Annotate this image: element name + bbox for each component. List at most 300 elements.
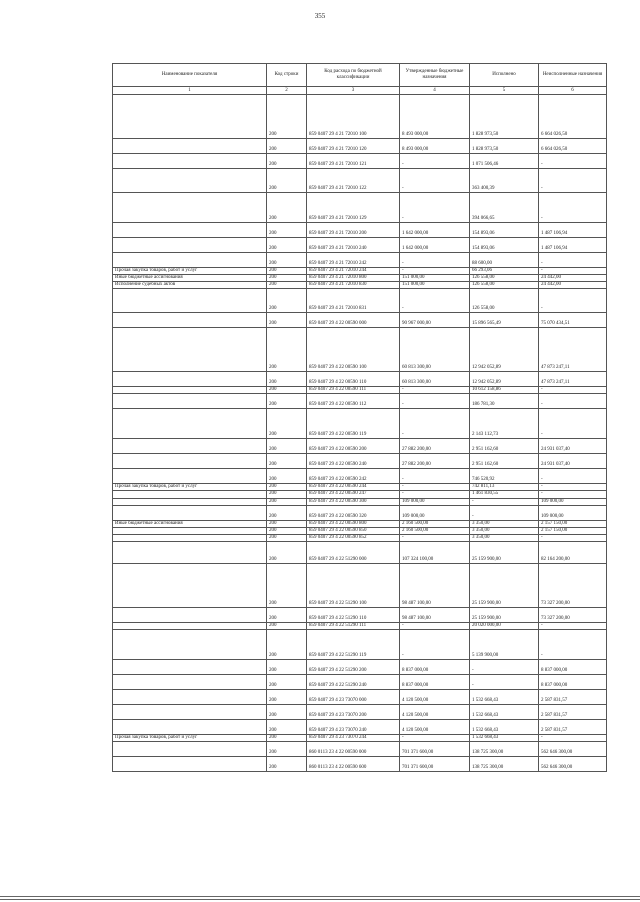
row-executed: 1 532 668,43 (470, 720, 539, 735)
row-executed: 25 159 900,00 (470, 541, 539, 563)
row-approved: 2 160 500,00 (400, 520, 470, 527)
row-executed: 88 600,00 (470, 253, 539, 268)
row-approved: 8 837 000,00 (400, 660, 470, 675)
row-kbk: 859 0407 29 4 21 72010 122 (307, 169, 400, 193)
row-approved: 8 837 000,00 (400, 675, 470, 690)
row-code: 200 (267, 409, 307, 439)
row-name (113, 328, 267, 372)
row-kbk: 859 0407 29 4 22 00590 000 (307, 313, 400, 328)
row-approved: 98 487 100,00 (400, 607, 470, 622)
row-executed: 1 828 973,50 (470, 139, 539, 154)
row-remaining: - (539, 193, 607, 223)
row-remaining: - (539, 253, 607, 268)
row-name: Прочая закупка товаров, работ и услуг (113, 484, 267, 491)
table-row (113, 705, 607, 720)
row-code: 200 (267, 372, 307, 387)
row-code: 200 (267, 454, 307, 469)
row-executed: 363 400,39 (470, 169, 539, 193)
row-code: 200 (267, 394, 307, 409)
row-kbk: 859 0407 29 4 22 00590 111 (307, 387, 400, 394)
row-name: Иные бюджетные ассигнования (113, 520, 267, 527)
row-remaining: 2 587 831,57 (539, 690, 607, 705)
table-row (113, 527, 607, 534)
row-code: 200 (267, 313, 307, 328)
row-code: 200 (267, 705, 307, 720)
row-name (113, 253, 267, 268)
row-kbk: 859 0407 29 4 22 00590 300 (307, 498, 400, 505)
row-approved: 109 000,00 (400, 505, 470, 520)
table-row (113, 675, 607, 690)
table-row (113, 394, 607, 409)
row-approved: 109 000,00 (400, 498, 470, 505)
row-name (113, 541, 267, 563)
row-code: 200 (267, 154, 307, 169)
row-kbk: 859 0407 29 4 22 00590 242 (307, 469, 400, 484)
row-approved: - (400, 534, 470, 541)
row-executed: 25 159 900,00 (470, 607, 539, 622)
table-row (113, 563, 607, 607)
row-approved: - (400, 469, 470, 484)
row-name (113, 95, 267, 139)
row-kbk: 859 0407 29 4 21 72010 100 (307, 95, 400, 139)
row-remaining: - (539, 268, 607, 275)
column-index: 2 (267, 87, 307, 95)
row-remaining: 109 000,00 (539, 498, 607, 505)
column-index: 5 (470, 87, 539, 95)
row-kbk: 859 0407 29 4 22 51290 000 (307, 541, 400, 563)
row-approved: 90 967 000,00 (400, 313, 470, 328)
row-kbk: 860 0113 23 4 22 00590 600 (307, 757, 400, 772)
row-approved: - (400, 193, 470, 223)
row-executed: 394 066,65 (470, 193, 539, 223)
row-name (113, 498, 267, 505)
row-executed: 25 159 900,00 (470, 563, 539, 607)
row-executed: 746 520,92 (470, 469, 539, 484)
table-row (113, 735, 607, 742)
column-index: 3 (307, 87, 400, 95)
row-name (113, 622, 267, 629)
row-kbk: 859 0407 29 4 22 51290 111 (307, 622, 400, 629)
row-approved: - (400, 484, 470, 491)
row-name (113, 491, 267, 498)
row-code: 200 (267, 282, 307, 289)
row-kbk: 859 0407 29 4 22 00590 247 (307, 491, 400, 498)
row-approved: 8 493 000,00 (400, 95, 470, 139)
row-executed: - (470, 675, 539, 690)
row-executed: 3 350,00 (470, 520, 539, 527)
row-executed: 154 893,06 (470, 223, 539, 238)
row-name (113, 742, 267, 757)
row-approved: - (400, 169, 470, 193)
row-remaining: 73 327 200,00 (539, 607, 607, 622)
row-approved: - (400, 630, 470, 660)
row-approved: 98 487 100,00 (400, 563, 470, 607)
row-code: 200 (267, 742, 307, 757)
row-executed: 1 532 668,43 (470, 690, 539, 705)
table-row (113, 469, 607, 484)
row-name (113, 439, 267, 454)
row-remaining: 109 000,00 (539, 505, 607, 520)
row-remaining: 8 837 000,00 (539, 660, 607, 675)
row-remaining: 1 487 106,94 (539, 223, 607, 238)
table-row (113, 498, 607, 505)
row-approved: - (400, 154, 470, 169)
table-row (113, 690, 607, 705)
row-name: Исполнение судебных актов (113, 282, 267, 289)
row-remaining: 47 873 247,11 (539, 328, 607, 372)
row-approved: 4 120 500,00 (400, 690, 470, 705)
row-kbk: 859 0407 29 4 21 72010 242 (307, 253, 400, 268)
table-row (113, 409, 607, 439)
row-kbk: 859 0407 29 4 22 51290 240 (307, 675, 400, 690)
header-executed: Исполнено (470, 64, 539, 87)
row-remaining: 2 157 150,00 (539, 527, 607, 534)
row-approved: 2 160 500,00 (400, 527, 470, 534)
row-approved: - (400, 289, 470, 313)
table-row (113, 622, 607, 629)
row-executed: 126 558,00 (470, 289, 539, 313)
row-executed: 2 951 162,60 (470, 439, 539, 454)
row-remaining: 2 587 831,57 (539, 720, 607, 735)
table-row (113, 607, 607, 622)
row-kbk: 859 0407 29 4 22 00590 200 (307, 439, 400, 454)
row-name (113, 534, 267, 541)
row-executed: 1 828 973,50 (470, 95, 539, 139)
row-code: 200 (267, 675, 307, 690)
row-kbk: 859 0407 29 4 22 00590 800 (307, 520, 400, 527)
table-row (113, 282, 607, 289)
row-name (113, 563, 267, 607)
row-executed: - (470, 505, 539, 520)
row-kbk: 859 0407 29 4 21 72010 129 (307, 193, 400, 223)
row-remaining: - (539, 630, 607, 660)
row-approved: 1 642 000,00 (400, 223, 470, 238)
table-row (113, 484, 607, 491)
row-executed: 126 558,00 (470, 275, 539, 282)
row-remaining: 562 646 300,00 (539, 742, 607, 757)
row-code: 200 (267, 469, 307, 484)
row-name: Прочая закупка товаров, работ и услуг (113, 735, 267, 742)
row-name (113, 409, 267, 439)
table-row (113, 289, 607, 313)
row-name (113, 505, 267, 520)
row-remaining: 2 587 831,57 (539, 705, 607, 720)
row-executed: 12 942 052,89 (470, 328, 539, 372)
row-approved: 151 000,00 (400, 275, 470, 282)
row-kbk: 859 0407 29 4 22 51290 119 (307, 630, 400, 660)
row-approved: 4 120 500,00 (400, 705, 470, 720)
row-kbk: 859 0407 29 4 23 73070 240 (307, 720, 400, 735)
row-remaining: 75 070 434,51 (539, 313, 607, 328)
row-code: 200 (267, 139, 307, 154)
row-executed: 10 612 158,86 (470, 387, 539, 394)
row-approved: 151 000,00 (400, 282, 470, 289)
row-approved: 60 813 300,00 (400, 372, 470, 387)
row-code: 200 (267, 223, 307, 238)
row-kbk: 859 0407 29 4 21 72010 240 (307, 238, 400, 253)
table-row (113, 742, 607, 757)
row-name (113, 630, 267, 660)
row-kbk: 859 0407 29 4 22 51290 100 (307, 563, 400, 607)
row-executed: 2 143 112,73 (470, 409, 539, 439)
row-name (113, 238, 267, 253)
header-remaining: Неисполненные назначения (539, 64, 607, 87)
table-row (113, 313, 607, 328)
row-approved: - (400, 409, 470, 439)
page-number: 355 (314, 12, 326, 20)
row-executed: 3 350,00 (470, 534, 539, 541)
row-kbk: 859 0407 29 4 21 72010 244 (307, 268, 400, 275)
row-name (113, 387, 267, 394)
row-remaining: 6 664 026,50 (539, 139, 607, 154)
row-code: 200 (267, 563, 307, 607)
row-code: 200 (267, 193, 307, 223)
row-name (113, 193, 267, 223)
row-name (113, 469, 267, 484)
row-code: 200 (267, 491, 307, 498)
table-row (113, 757, 607, 772)
row-code: 200 (267, 607, 307, 622)
row-executed: 5 139 900,00 (470, 630, 539, 660)
row-remaining: - (539, 289, 607, 313)
row-code: 200 (267, 498, 307, 505)
row-remaining: - (539, 622, 607, 629)
table-row (113, 439, 607, 454)
column-index-row (113, 87, 607, 95)
table-row (113, 253, 607, 268)
table-row (113, 139, 607, 154)
row-kbk: 859 0407 29 4 22 00590 100 (307, 328, 400, 372)
row-approved: - (400, 253, 470, 268)
row-kbk: 859 0407 29 4 22 00590 852 (307, 534, 400, 541)
table-row (113, 720, 607, 735)
row-name: Иные бюджетные ассигнования (113, 275, 267, 282)
row-code: 200 (267, 95, 307, 139)
row-name (113, 289, 267, 313)
row-code: 200 (267, 660, 307, 675)
row-name (113, 169, 267, 193)
row-name (113, 394, 267, 409)
row-code: 200 (267, 328, 307, 372)
row-executed: 138 725 300,00 (470, 757, 539, 772)
row-approved: 1 642 000,00 (400, 238, 470, 253)
row-code: 200 (267, 527, 307, 534)
row-code: 200 (267, 484, 307, 491)
table-row (113, 660, 607, 675)
row-kbk: 859 0407 29 4 22 00590 119 (307, 409, 400, 439)
row-kbk: 859 0407 29 4 21 72010 800 (307, 275, 400, 282)
row-code: 200 (267, 541, 307, 563)
row-remaining: - (539, 154, 607, 169)
row-code: 200 (267, 735, 307, 742)
column-index: 4 (400, 87, 470, 95)
row-remaining: - (539, 409, 607, 439)
row-remaining: - (539, 169, 607, 193)
row-kbk: 859 0407 29 4 22 00590 244 (307, 484, 400, 491)
table-row (113, 268, 607, 275)
row-executed: - (470, 498, 539, 505)
row-name (113, 223, 267, 238)
header-code: Код строки (267, 64, 307, 87)
row-kbk: 859 0407 29 4 21 72010 120 (307, 139, 400, 154)
row-remaining: - (539, 394, 607, 409)
table-row (113, 541, 607, 563)
row-name (113, 527, 267, 534)
row-kbk: 859 0407 29 4 22 51290 200 (307, 660, 400, 675)
row-name (113, 139, 267, 154)
row-code: 200 (267, 238, 307, 253)
table-row (113, 491, 607, 498)
row-executed: - (470, 660, 539, 675)
row-name (113, 757, 267, 772)
row-kbk: 859 0407 29 4 22 00590 240 (307, 454, 400, 469)
row-remaining: 24 931 037,40 (539, 439, 607, 454)
row-approved: - (400, 622, 470, 629)
row-code: 200 (267, 622, 307, 629)
row-remaining: 6 664 026,50 (539, 95, 607, 139)
row-kbk: 859 0407 29 4 23 73070 244 (307, 735, 400, 742)
row-code: 200 (267, 268, 307, 275)
row-executed: 1 071 506,46 (470, 154, 539, 169)
row-kbk: 859 0407 29 4 21 72010 831 (307, 289, 400, 313)
table-row (113, 95, 607, 139)
row-remaining: 2 157 150,00 (539, 520, 607, 527)
row-approved: 4 120 500,00 (400, 720, 470, 735)
row-executed: 66 293,06 (470, 268, 539, 275)
row-remaining: - (539, 387, 607, 394)
row-remaining: 1 487 106,94 (539, 238, 607, 253)
row-kbk: 859 0407 29 4 21 72010 200 (307, 223, 400, 238)
bottom-divider (0, 896, 640, 897)
row-executed: 20 020 000,00 (470, 622, 539, 629)
row-kbk: 859 0407 29 4 22 00590 850 (307, 527, 400, 534)
row-remaining: 47 873 247,11 (539, 372, 607, 387)
row-name (113, 675, 267, 690)
budget-execution-table (112, 63, 607, 772)
row-kbk: 859 0407 29 4 21 72010 830 (307, 282, 400, 289)
row-remaining: - (539, 534, 607, 541)
row-remaining: 24 442,00 (539, 275, 607, 282)
row-approved: 701 371 600,00 (400, 757, 470, 772)
row-code: 200 (267, 253, 307, 268)
row-kbk: 859 0407 29 4 23 73070 000 (307, 690, 400, 705)
row-kbk: 859 0407 29 4 22 00590 110 (307, 372, 400, 387)
row-remaining: 562 646 300,00 (539, 757, 607, 772)
row-remaining: 73 327 200,00 (539, 563, 607, 607)
row-kbk: 860 0113 23 4 22 00590 000 (307, 742, 400, 757)
row-remaining: - (539, 735, 607, 742)
table-row (113, 534, 607, 541)
row-code: 200 (267, 690, 307, 705)
header-kbk: Код расхода по бюджетной классификации (307, 64, 400, 87)
table-row (113, 505, 607, 520)
table-row (113, 372, 607, 387)
row-kbk: 859 0407 29 4 21 72010 121 (307, 154, 400, 169)
table-row (113, 169, 607, 193)
table-row (113, 154, 607, 169)
header-approved: Утвержденные бюджетные назначения (400, 64, 470, 87)
row-code: 200 (267, 289, 307, 313)
row-executed: 12 942 052,89 (470, 372, 539, 387)
row-name (113, 372, 267, 387)
row-remaining: 24 931 037,40 (539, 454, 607, 469)
table-row (113, 223, 607, 238)
column-index: 6 (539, 87, 607, 95)
table-row (113, 275, 607, 282)
table-row (113, 520, 607, 527)
row-remaining: - (539, 469, 607, 484)
row-code: 200 (267, 630, 307, 660)
row-executed: 1 532 668,43 (470, 705, 539, 720)
row-name (113, 313, 267, 328)
row-name: Прочая закупка товаров, работ и услуг (113, 268, 267, 275)
row-approved: - (400, 268, 470, 275)
row-approved: - (400, 735, 470, 742)
row-name (113, 154, 267, 169)
row-code: 200 (267, 275, 307, 282)
row-executed: 138 725 300,00 (470, 742, 539, 757)
row-code: 200 (267, 505, 307, 520)
row-executed: 1 532 668,43 (470, 735, 539, 742)
row-name (113, 705, 267, 720)
table-row (113, 387, 607, 394)
row-remaining: - (539, 484, 607, 491)
row-name (113, 690, 267, 705)
table-row (113, 238, 607, 253)
row-executed: 154 893,06 (470, 238, 539, 253)
row-code: 200 (267, 439, 307, 454)
row-kbk: 859 0407 29 4 22 51290 110 (307, 607, 400, 622)
row-name (113, 607, 267, 622)
table-row (113, 193, 607, 223)
row-approved: 27 882 200,00 (400, 439, 470, 454)
row-code: 200 (267, 387, 307, 394)
row-kbk: 859 0407 29 4 22 00590 320 (307, 505, 400, 520)
table-header-row (113, 64, 607, 87)
row-approved: - (400, 394, 470, 409)
row-approved: - (400, 387, 470, 394)
table-body (113, 95, 607, 772)
row-remaining: 8 837 000,00 (539, 675, 607, 690)
header-name: Наименование показателя (113, 64, 267, 87)
row-name (113, 660, 267, 675)
row-code: 200 (267, 169, 307, 193)
row-code: 200 (267, 720, 307, 735)
table-row (113, 630, 607, 660)
row-approved: 107 324 100,00 (400, 541, 470, 563)
row-approved: 701 371 600,00 (400, 742, 470, 757)
table-row (113, 328, 607, 372)
row-code: 200 (267, 757, 307, 772)
row-executed: 742 811,13 (470, 484, 539, 491)
row-approved: 8 493 000,00 (400, 139, 470, 154)
row-approved: 60 813 300,00 (400, 328, 470, 372)
table-row (113, 454, 607, 469)
bottom-divider (0, 899, 640, 900)
row-executed: 126 558,00 (470, 282, 539, 289)
row-code: 200 (267, 520, 307, 527)
row-executed: 15 896 565,49 (470, 313, 539, 328)
row-name (113, 720, 267, 735)
row-approved: - (400, 491, 470, 498)
row-executed: 2 951 162,60 (470, 454, 539, 469)
row-approved: 27 882 200,00 (400, 454, 470, 469)
row-remaining: 82 164 200,00 (539, 541, 607, 563)
row-remaining: 24 442,00 (539, 282, 607, 289)
row-kbk: 859 0407 29 4 22 00590 112 (307, 394, 400, 409)
row-executed: 186 781,30 (470, 394, 539, 409)
column-index: 1 (113, 87, 267, 95)
